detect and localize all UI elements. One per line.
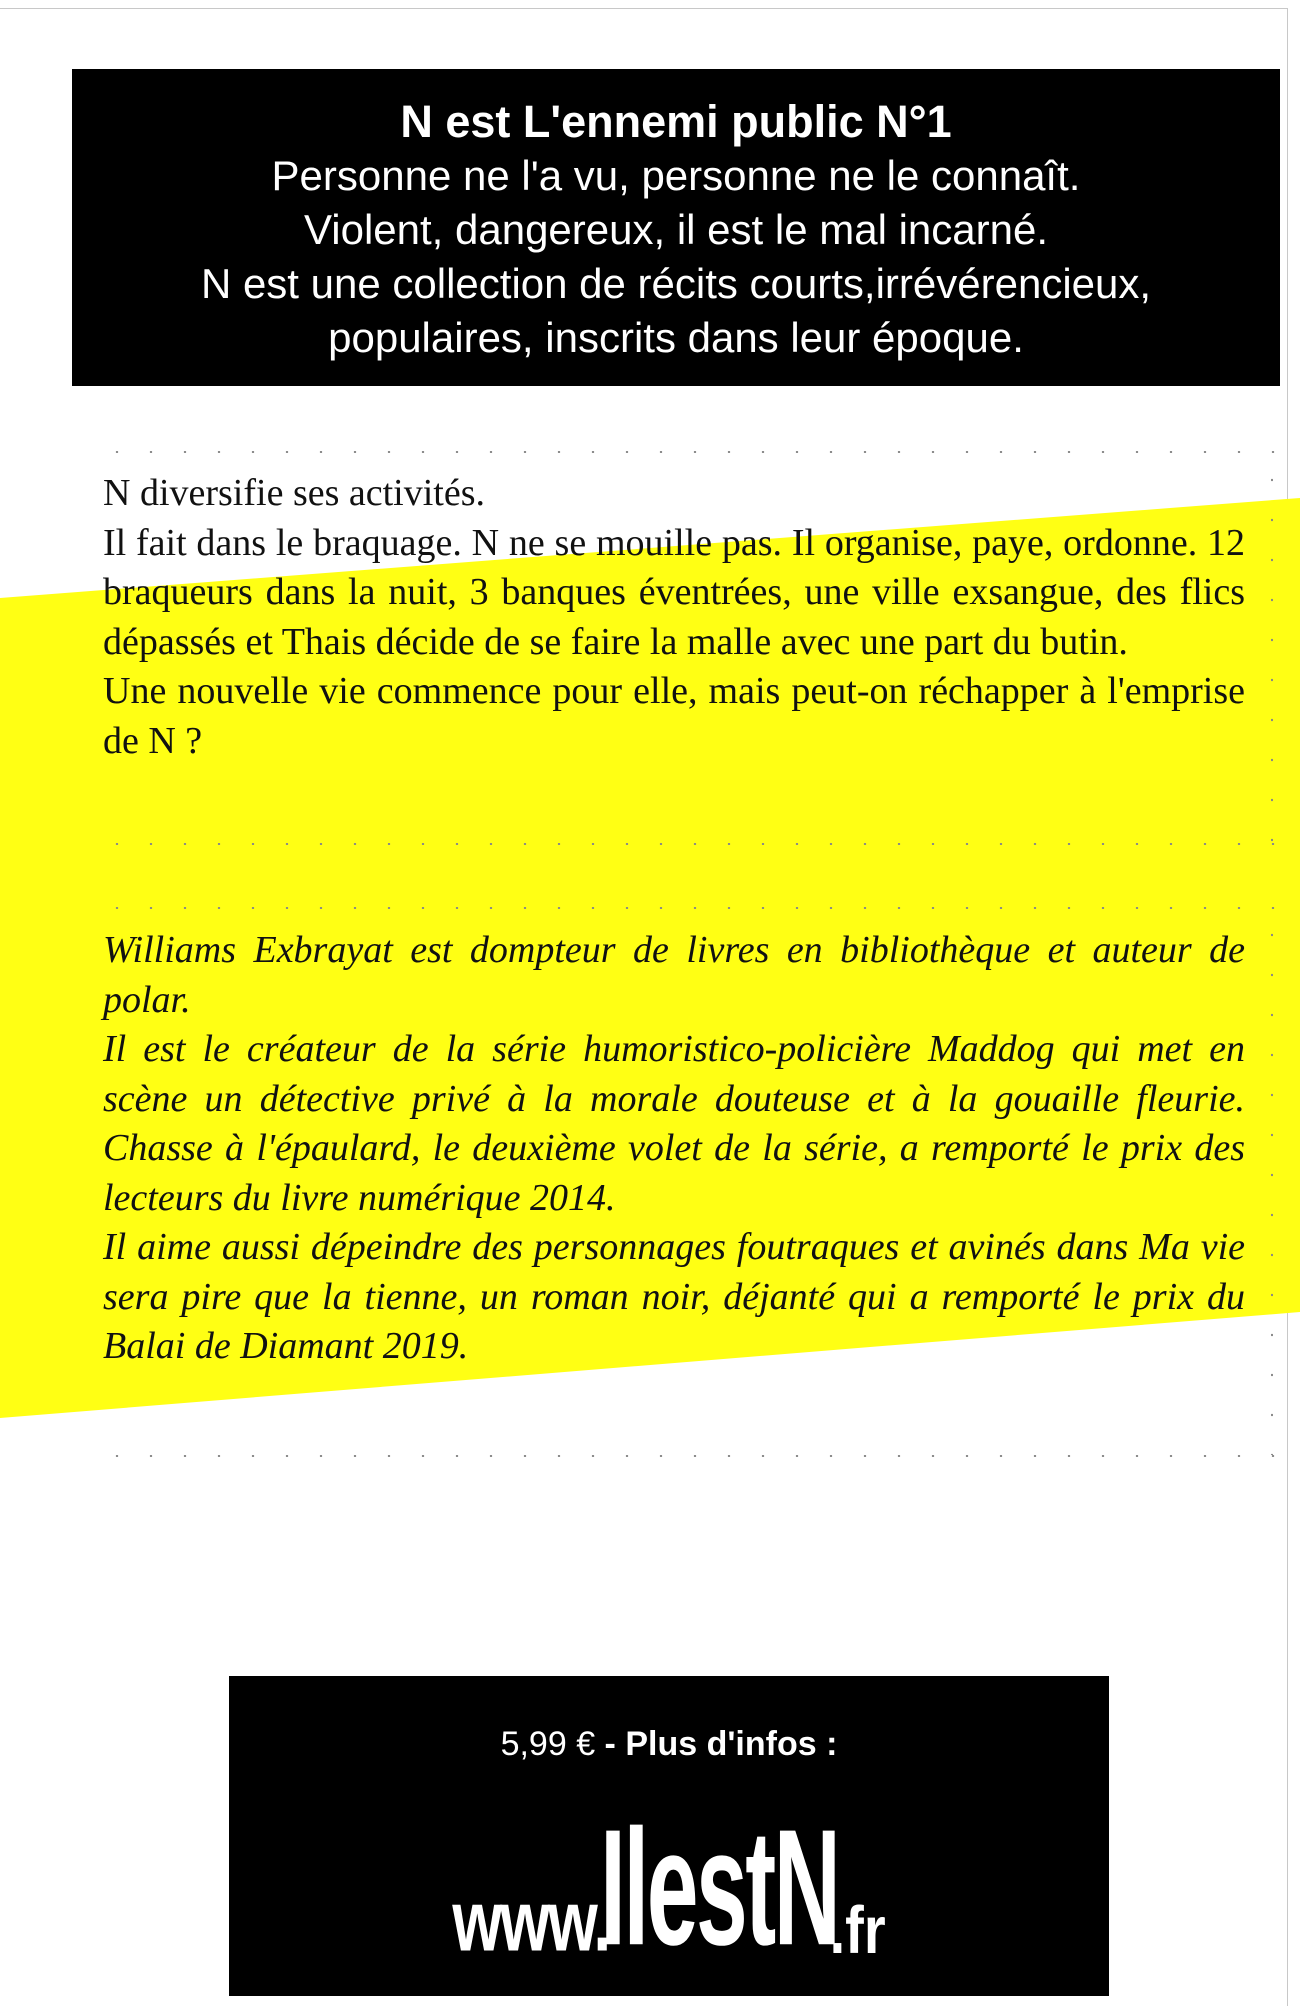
dotted-divider <box>100 843 1280 845</box>
url-brand-logo: IlestN <box>600 1794 839 1980</box>
bio-paragraph: Il aime aussi dépeindre des personnages foutraques et avinés dans Ma vie sera pire que la tienne, un roman noir, déjanté qui a remporté le prix du Balai de Diamant 2019. <box>103 1226 1245 1367</box>
header-box <box>72 69 1280 386</box>
synopsis-paragraph: Il fait dans le braquage. N ne se mouille pas. Il organise, paye, ordonne. 12 braqueurs dans la nuit, 3 banques éventrées, une ville exsangue, des flics dépassés et Thais décide de se faire la malle avec une part du butin. <box>103 521 1245 663</box>
bio-paragraph: Williams Exbrayat est dompteur de livres en bibliothèque et auteur de polar. <box>103 929 1245 1021</box>
bio-paragraph: Il est le créateur de la série humoristico-policière Maddog qui met en scène un détective privé à la morale douteuse et à la gouaille fleurie. Chasse à l'épaulard, le deuxième volet de la série, a remporté le prix des lecteurs du livre numérique 2014. <box>103 1028 1245 1219</box>
price-line <box>229 1724 1109 1764</box>
header-line: Personne ne l'a vu, personne ne le connaît. <box>271 152 1081 199</box>
header-line: populaires, inscrits dans leur époque. <box>328 314 1024 361</box>
synopsis-block <box>103 469 1245 766</box>
more-info-label: - Plus d'infos : <box>595 1725 838 1763</box>
dotted-divider-vertical <box>1271 460 1273 846</box>
price: 5,99 € <box>500 1725 596 1763</box>
header-title: N est L'ennemi public N°1 <box>400 96 952 147</box>
dotted-divider-vertical <box>1271 915 1273 1455</box>
header-line: N est une collection de récits courts,irrévérencieux, <box>200 260 1152 307</box>
dotted-divider <box>100 907 1280 909</box>
dotted-divider <box>100 451 1280 453</box>
website-link[interactable] <box>229 1784 1109 1980</box>
dotted-divider <box>100 1455 1280 1457</box>
url-tld: .fr <box>829 1892 886 1968</box>
url-www: www. <box>452 1872 610 1970</box>
author-bio-block <box>103 926 1245 1372</box>
synopsis-paragraph: N diversifie ses activités. <box>103 472 486 514</box>
footer-box <box>229 1676 1109 1996</box>
header-line: Violent, dangereux, il est le mal incarné. <box>304 206 1048 253</box>
synopsis-paragraph: Une nouvelle vie commence pour elle, mais peut-on réchapper à l'emprise de N ? <box>103 670 1245 762</box>
